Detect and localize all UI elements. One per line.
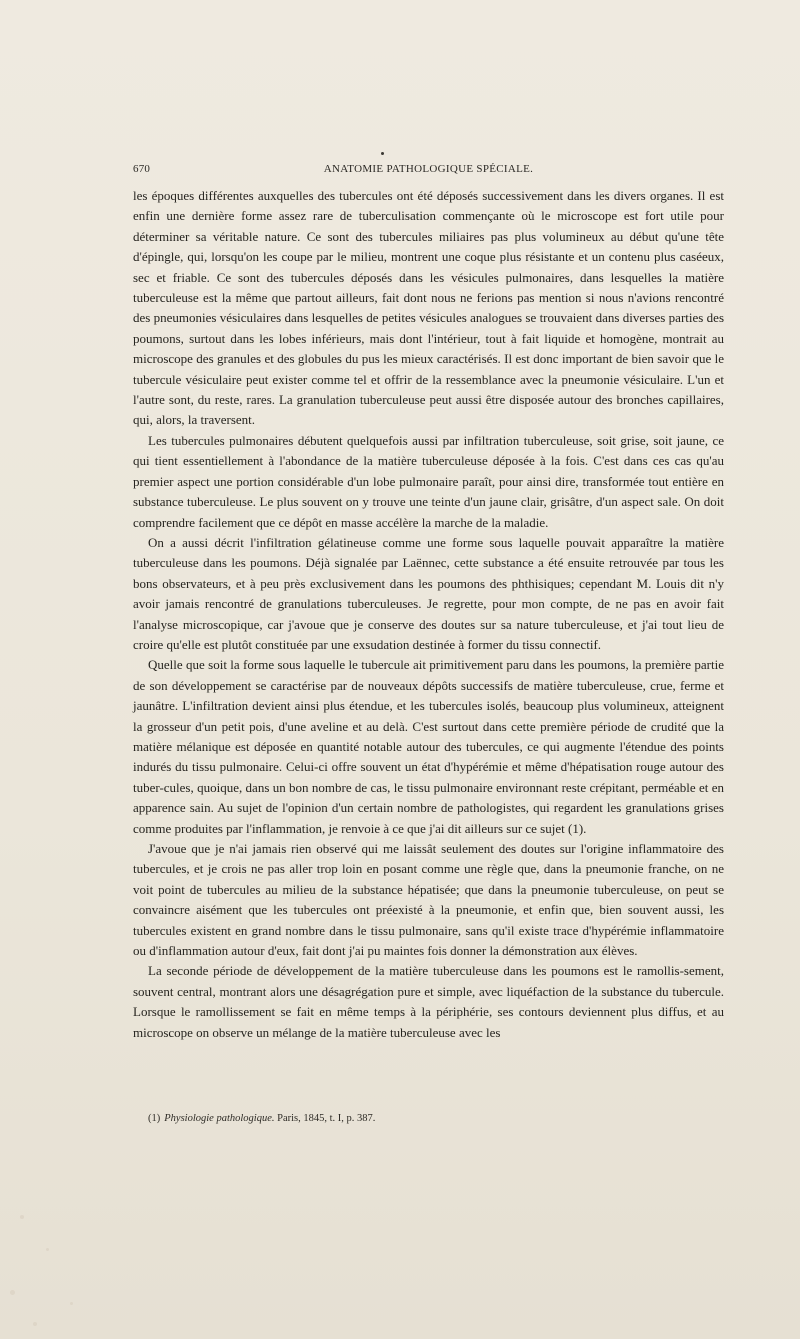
paragraph: les époques différentes auxquelles des tubercules ont été déposés successivement dans les divers organes. Il est enfin une dernière forme assez rare de tuberculisation commençante où le microscope est fort utile pour déterminer sa véritable nature. Ce sont des tubercules miliaires pas plus volumineux au début qu'une tête d'épingle, qui, lorsqu'on les coupe par le milieu, montrent une coque plus résistante et un contenu plus caséeux, sec et friable. Ce sont des tubercules déposés dans les vésicules pulmonaires, dans lesquelles la matière tuberculeuse est la même que partout ailleurs, fait dont nous ne ferions pas mention si nous n'avions rencontré des pneumonies vésiculaires dans lesquelles de petites vésicules analogues se trouvaient dans diverses parties des poumons, surtout dans les lobes inférieurs, mais dont l'intérieur, tout à fait liquide et homogène, montrait au microscope des granules et des globules du pus les mieux caractérisés. Il est donc important de bien savoir que le tubercule vésiculaire peut exister comme tel et offrir de la ressemblance avec la pneumonie vésiculaire. L'un et l'autre sont, du reste, rares. La granulation tuberculeuse peut aussi être disposée autour des bronches capillaires, qui, alors, la traversent. (133, 188, 724, 428)
paragraph: J'avoue que je n'ai jamais rien observé qui me laissât seulement des doutes sur l'origine inflammatoire des tubercules, et je crois ne pas aller trop loin en posant comme une règle que, dans la pneumonie franche, on ne voit point de tubercules au milieu de la substance hépatisée; que dans la pneumonie tuberculeuse, on peut se convaincre aisément que les tubercules ont préexisté à la pneumonie, et enfin que, bien souvent aussi, les tubercules existent en grand nombre dans le tissu pulmonaire, sans qu'il existe trace d'hypérémie inflammatoire ou d'inflammation autour d'eux, fait dont j'ai pu maintes fois donner la démonstration aux élèves. (133, 841, 724, 959)
printer-mark (381, 152, 384, 155)
paragraph: Quelle que soit la forme sous laquelle le tubercule ait primitivement paru dans les poumons, la première partie de son développement se caractérise par de nouveaux dépôts successifs de matière tuberculeuse, crue, ferme et jaunâtre. L'infiltration devient ainsi plus étendue, et les tubercules isolés, beaucoup plus volumineux, atteignent la grosseur d'un petit pois, d'une aveline et au delà. C'est surtout dans cette première période de crudité que la matière mélanique est déposée en quantité notable autour des tubercules, ce qui augmente l'étendue des points indurés du tissu pulmonaire. Celui-ci offre souvent un état d'hypérémie et même d'hépatisation rouge autour des tuber-cules, quoique, dans un bon nombre de cas, le tissu pulmonaire environnant reste crépitant, perméable et en apparence sain. Au sujet de l'opinion d'un certain nombre de pathologistes, qui regardent les granulations grises comme produites par l'inflammation, je renvoie à ce que j'ai dit ailleurs sur ce sujet (1). (133, 657, 724, 836)
paper-stain (46, 1248, 49, 1251)
running-head (133, 163, 724, 181)
paragraph: On a aussi décrit l'infiltration gélatineuse comme une forme sous laquelle pouvait apparaître la matière tuberculeuse dans les poumons. Déjà signalée par Laënnec, cette substance a été ensuite retrouvée par tous les bons observateurs, et à peu près exclusivement dans les poumons des phthisiques; cependant M. Louis dit n'y avoir jamais rencontré de granulations tuberculeuses. Je regrette, pour mon compte, de ne pas en avoir fait l'analyse microscopique, car j'avoue que je conserve des doutes sur sa nature tuberculeuse, et j'ai tout lieu de croire qu'elle est plutôt constituée par une exsudation destinée à former du tissu connectif. (133, 534, 724, 652)
paper-stain (20, 1215, 24, 1219)
page-title: ANATOMIE PATHOLOGIQUE SPÉCIALE. (323, 163, 534, 175)
paper-stain (10, 1290, 15, 1295)
footnote-reference: Paris, 1845, t. I, p. 387. (274, 1113, 376, 1124)
footnote (148, 1113, 708, 1124)
paper-stain (33, 1322, 37, 1326)
paragraph: Les tubercules pulmonaires débutent quelquefois aussi par infiltration tuberculeuse, soit grise, soit jaune, ce qui tient essentiellement à l'abondance de la matière tuberculeuse déposée à la fois. C'est dans ces cas qu'au premier aspect une portion considérable d'un lobe pulmonaire paraît, pour ainsi dire, transformée tout entière en substance tuberculeuse. Le plus souvent on y trouve une teinte d'un jaune clair, grisâtre, d'un aspect sale. On doit comprendre facilement que ce dépôt en masse accélère la marche de la maladie. (133, 432, 724, 530)
paragraph: La seconde période de développement de la matière tuberculeuse dans les poumons est le ramollis-sement, souvent central, montrant alors une désagrégation pure et simple, avec liquéfaction de la substance du tubercule. Lorsque le ramollissement se fait en même temps à la périphérie, ses contours deviennent plus diffus, et au microscope on observe un mélange de la matière tuberculeuse avec les (133, 963, 724, 1040)
page-number: 670 (133, 163, 151, 175)
body-text (133, 186, 724, 1043)
footnote-number: (1) (148, 1113, 161, 1124)
paper-stain (70, 1302, 73, 1305)
footnote-title: Physiologie pathologique. (164, 1113, 275, 1124)
